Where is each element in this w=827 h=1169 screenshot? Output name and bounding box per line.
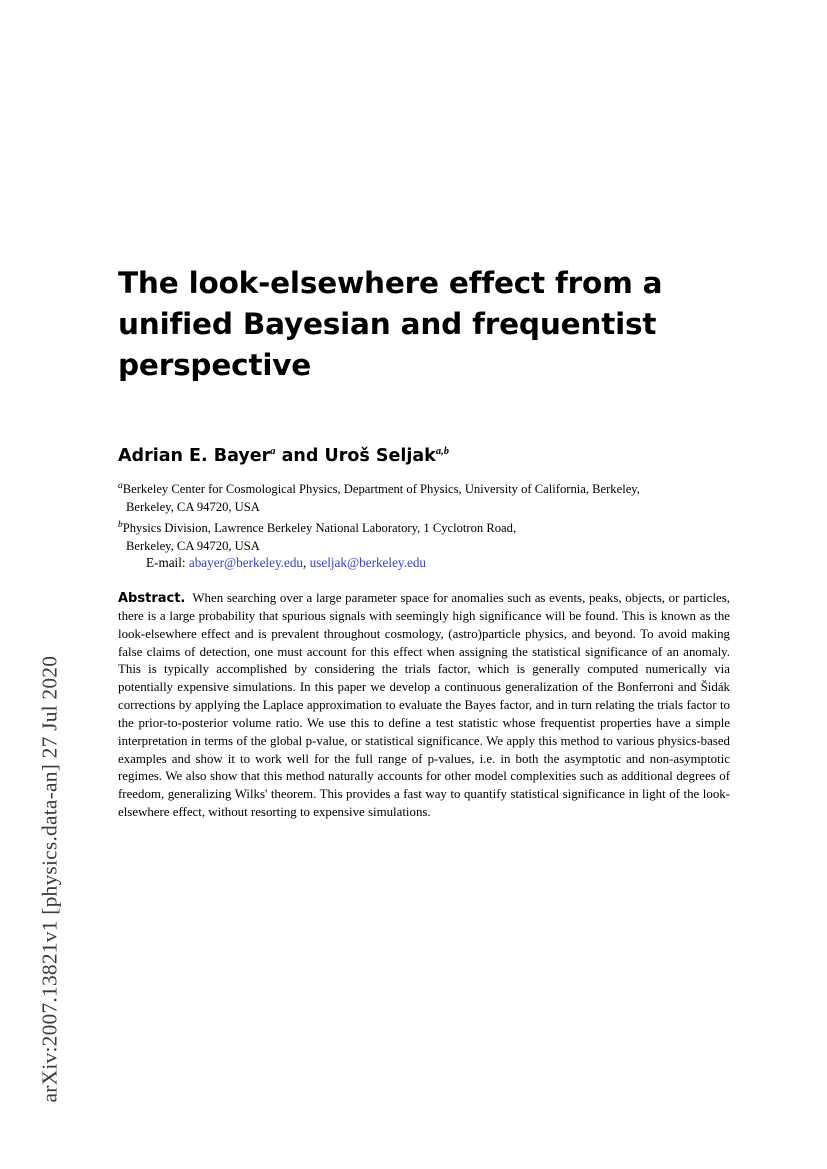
- author-2-name: Uroš Seljak: [324, 445, 436, 466]
- email-line: [146, 554, 426, 572]
- affiliation-a-line2: Berkeley, CA 94720, USA: [126, 499, 260, 514]
- author-conjunction: and: [275, 445, 325, 466]
- affiliation-b: [118, 517, 730, 555]
- affiliation-a: [118, 478, 730, 516]
- author-1-name: Adrian E. Bayer: [118, 445, 271, 466]
- email-link-useljak[interactable]: useljak@berkeley.edu: [309, 555, 427, 570]
- author-2-affiliation-mark: a,b: [435, 446, 449, 457]
- affiliation-block: [118, 478, 730, 556]
- arxiv-stamp-text: arXiv:2007.13821v1 [physics.data-an] 27 Jul 2020: [37, 655, 62, 1103]
- affiliation-b-line1: Physics Division, Lawrence Berkeley National Laboratory, 1 Cyclotron Road,: [122, 521, 517, 536]
- abstract-body: When searching over a large parameter space for anomalies such as events, peaks, objects, or particles, there is a large probability that spurious signals with seemingly high significance will be found. This is known as the look-elsewhere effect and is prevalent throughout cosmology, (astro)particle physics, and beyond. To avoid making false claims of detection, one must account for this effect when assigning the statistical significance of an anomaly. This is typically accomplished by considering the trials factor, which is generally computed numerically via potentially expensive simulations. In this paper we develop a continuous generalization of the Bonferroni and Šidák corrections by applying the Laplace approximation to evaluate the Bayes factor, and in turn relating the trials factor to the prior-to-posterior volume ratio. We use this to define a test statistic whose frequentist properties have a simple interpretation in terms of the global p-value, or statistical significance. We apply this method to various physics-based examples and show it to work well for the full range of p-values, i.e. in both the asymptotic and non-asymptotic regimes. We also show that this method naturally accounts for other model complexities such as additional degrees of freedom, generalizing Wilks' theorem. This provides a fast way to quantify statistical significance in light of the look-elsewhere effect, without resorting to expensive simulations.: [118, 591, 730, 820]
- affiliation-b-mark: b: [118, 520, 123, 530]
- email-separator: ,: [303, 555, 307, 570]
- author-1-affiliation-mark: a: [270, 446, 276, 457]
- email-label: E-mail:: [146, 555, 186, 570]
- author-list: [118, 441, 728, 467]
- arxiv-stamp: [0, 0, 70, 1169]
- affiliation-a-line1: Berkeley Center for Cosmological Physics, Department of Physics, University of California, Berkeley,: [122, 482, 640, 497]
- paper-page: [118, 0, 730, 1169]
- abstract-section: [118, 590, 730, 822]
- affiliation-b-line2: Berkeley, CA 94720, USA: [126, 538, 260, 553]
- email-link-abayer[interactable]: abayer@berkeley.edu: [188, 555, 304, 570]
- abstract-heading: Abstract.: [118, 591, 186, 606]
- page-title: The look-elsewhere effect from a unified Bayesian and frequentist perspective: [118, 265, 663, 382]
- affiliation-a-mark: a: [118, 481, 123, 491]
